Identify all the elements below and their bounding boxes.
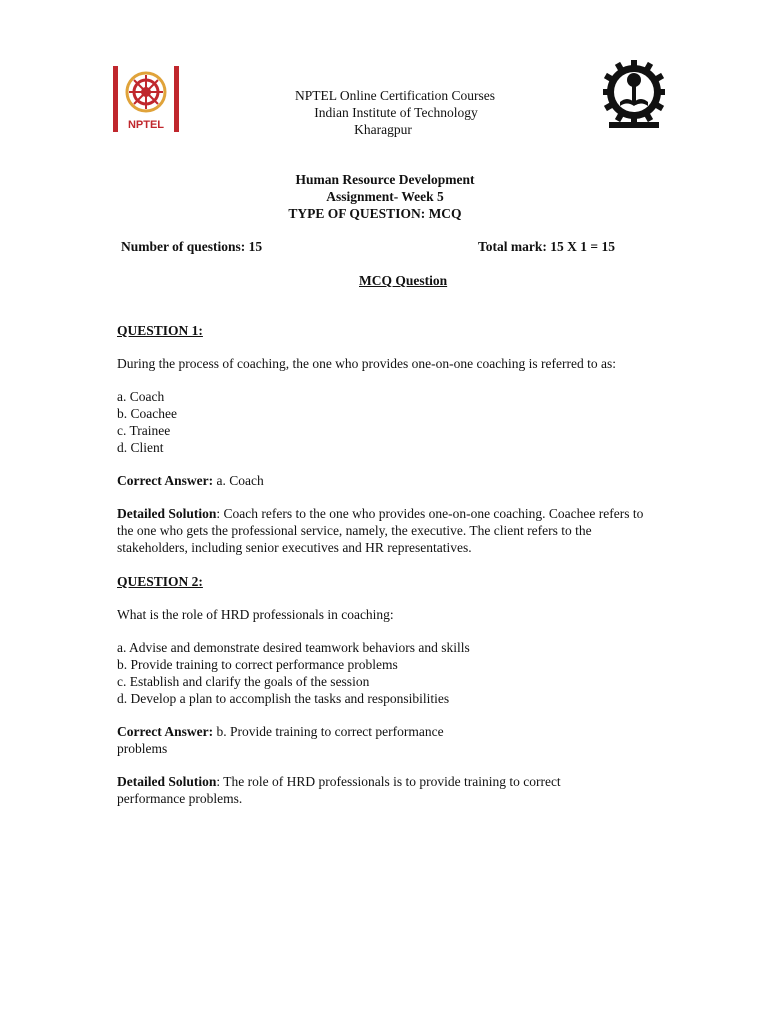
- option: a. Coach: [117, 389, 165, 404]
- iit-kharagpur-seal: [603, 60, 665, 130]
- correct-answer-text: b. Provide training to correct performance problems: [117, 724, 444, 756]
- detailed-solution-text: : Coach refers to the one who provides one-on-one coaching. Coachee refers to the one who gets the professional service, namely, the executive. The client refers to the stakeholders, including senior executives and HR representatives.: [117, 506, 644, 555]
- correct-answer: [117, 472, 657, 489]
- institution-line: NPTEL Online Certification Courses: [294, 88, 496, 103]
- course-title: Human Resource Development: [295, 172, 475, 187]
- correct-answer-label: Correct Answer:: [117, 724, 214, 739]
- question-text: During the process of coaching, the one who provides one-on-one coaching is referred to as:: [117, 356, 616, 371]
- assignment-title: Assignment- Week 5: [326, 189, 444, 204]
- detailed-solution-label: Detailed Solution: [117, 506, 217, 521]
- institution-line: Indian Institute of Technology: [314, 105, 478, 120]
- number-of-questions-value: : 15: [240, 239, 263, 254]
- option: d. Develop a plan to accomplish the tasks and responsibilities: [117, 691, 450, 706]
- detailed-solution-label: Detailed Solution: [117, 774, 217, 789]
- detailed-solution: [117, 773, 597, 807]
- number-of-questions-label: Number of questions: [121, 239, 241, 254]
- question-block: [117, 573, 657, 807]
- detailed-solution: [117, 505, 657, 556]
- questions-content: [117, 322, 657, 807]
- institution-line: Kharagpur: [354, 122, 412, 137]
- option: d. Client: [117, 440, 164, 455]
- correct-answer-label: Correct Answer:: [117, 473, 214, 488]
- course-block: [230, 171, 540, 222]
- institution-header: [270, 87, 520, 138]
- mcq-heading: MCQ Question: [359, 273, 448, 288]
- nptel-logo-text: NPTEL: [127, 119, 165, 131]
- option: c. Establish and clarify the goals of the session: [117, 674, 370, 689]
- nptel-logo: [113, 66, 179, 132]
- detailed-solution-text: : The role of HRD professionals is to provide training to correct performance problems.: [117, 774, 561, 806]
- option: c. Trainee: [117, 423, 171, 438]
- correct-answer-text: a. Coach: [213, 473, 264, 488]
- question-title: QUESTION 2:: [117, 574, 203, 589]
- total-mark: Total mark: 15 X 1 = 15: [478, 239, 615, 254]
- question-title: QUESTION 1:: [117, 323, 203, 338]
- question-text: What is the role of HRD professionals in coaching:: [117, 607, 394, 622]
- number-of-questions: [121, 238, 262, 255]
- question-type: TYPE OF QUESTION: MCQ: [288, 206, 462, 221]
- option: b. Coachee: [117, 406, 177, 421]
- question-block: [117, 322, 657, 556]
- correct-answer: [117, 723, 467, 757]
- option: a. Advise and demonstrate desired teamwork behaviors and skills: [117, 640, 470, 655]
- option: b. Provide training to correct performance problems: [117, 657, 398, 672]
